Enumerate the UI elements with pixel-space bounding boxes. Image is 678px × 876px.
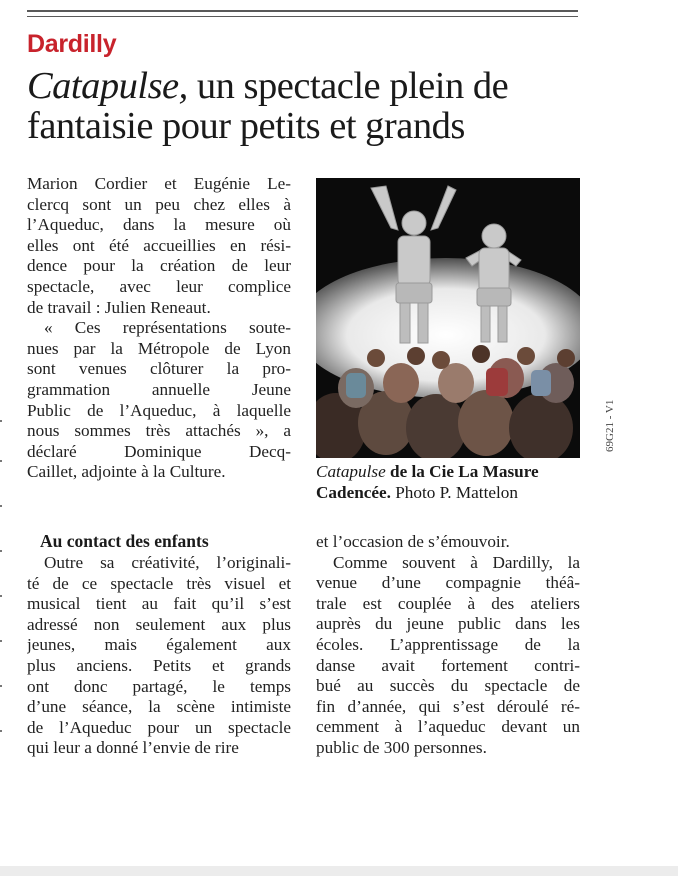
- text-line: jeunes, mais également aux: [27, 635, 291, 655]
- stage-photo-illustration: [316, 178, 580, 458]
- text-line: clercq sont un peu chez elles à: [27, 194, 291, 214]
- headline-italic: Catapulse,: [27, 65, 188, 107]
- text-line: adressé non seulement aux plus: [27, 614, 291, 634]
- text-line: plus anciens. Petits et grands: [27, 655, 291, 675]
- text-line: Comme souvent à Dardilly, la: [333, 552, 580, 572]
- margin-marks: [0, 420, 3, 750]
- text-line: ont donc partagé, le temps: [27, 676, 291, 696]
- photo-caption: [316, 462, 582, 503]
- text-line: grammation annuelle Jeune: [27, 379, 291, 399]
- headline-rest: un spectacle plein de fantaisie pour petits et grands: [27, 65, 509, 147]
- text-line: sont venues clôturer la pro-: [27, 359, 291, 379]
- text-line: fin d’année, qui s’est déroulé ré-: [316, 696, 580, 716]
- body-paragraph-left: [27, 553, 291, 759]
- top-rule: [27, 10, 578, 12]
- text-line: l’Aqueduc, dans la mesure où: [27, 215, 291, 235]
- page-code: 69G21 - V1: [604, 399, 616, 452]
- article-headline: [27, 66, 607, 146]
- text-line: danse avait fortement contri-: [316, 655, 580, 675]
- text-line: Public de l’Aqueduc, à laquelle: [27, 400, 291, 420]
- body-paragraph-right: [316, 532, 580, 759]
- text-line: nous sommes très attachés », a: [27, 421, 291, 441]
- caption-credit: Photo P. Mattelon: [390, 482, 518, 502]
- text-line: écoles. L’apprentissage de la: [316, 634, 580, 654]
- text-line: té de ce spectacle très visuel et: [27, 573, 291, 593]
- text-line: dence pour la création de leur: [27, 256, 291, 276]
- text-line: cemment à l’aqueduc devant un: [316, 717, 580, 737]
- page-bottom-bar: [0, 866, 678, 876]
- body-column-right: [316, 532, 580, 759]
- text-line: Outre sa créativité, l’originali-: [44, 553, 291, 572]
- text-line: et l’occasion de s’émouvoir.: [316, 532, 510, 551]
- text-line: elles ont été accueillies en rési-: [27, 235, 291, 255]
- text-line: qui leur a donné l’envie de rire: [27, 738, 239, 758]
- intro-paragraph-2: [27, 318, 291, 483]
- text-line: venue d’une compagnie théâ-: [316, 573, 580, 593]
- text-line: trale est couplée à des ateliers: [316, 593, 580, 613]
- caption-title: Catapulse: [316, 462, 386, 481]
- caption-company: de la Cie La Masure Cadencée.: [316, 462, 539, 502]
- top-rule-thin: [27, 16, 578, 17]
- text-line: bué au succès du spectacle de: [316, 676, 580, 696]
- text-line: spectacle, avec leur complice: [27, 276, 291, 296]
- intro-paragraph-1: [27, 174, 291, 318]
- text-line: nues par la Métropole de Lyon: [27, 338, 291, 358]
- text-line: de l’Aqueduc pour un spectacle: [27, 717, 291, 737]
- article-photo: [316, 178, 580, 458]
- text-line: d’une séance, la scène intimiste: [27, 697, 291, 717]
- section-kicker: Dardilly: [27, 30, 117, 58]
- text-line: auprès du jeune public dans les: [316, 614, 580, 634]
- text-line: de travail : Julien Reneaut.: [27, 297, 211, 317]
- text-line: public de 300 personnes.: [316, 737, 487, 757]
- text-line: Caillet, adjointe à la Culture.: [27, 462, 226, 482]
- body-column-left: [27, 553, 291, 759]
- text-line: Marion Cordier et Eugénie Le-: [27, 174, 291, 193]
- text-line: musical tient au fait qu’il s’est: [27, 594, 291, 614]
- section-subhead: Au contact des enfants: [40, 531, 209, 551]
- text-line: déclaré Dominique Decq-: [27, 441, 291, 461]
- text-line: « Ces représentations soute-: [44, 318, 291, 338]
- intro-column: [27, 174, 291, 483]
